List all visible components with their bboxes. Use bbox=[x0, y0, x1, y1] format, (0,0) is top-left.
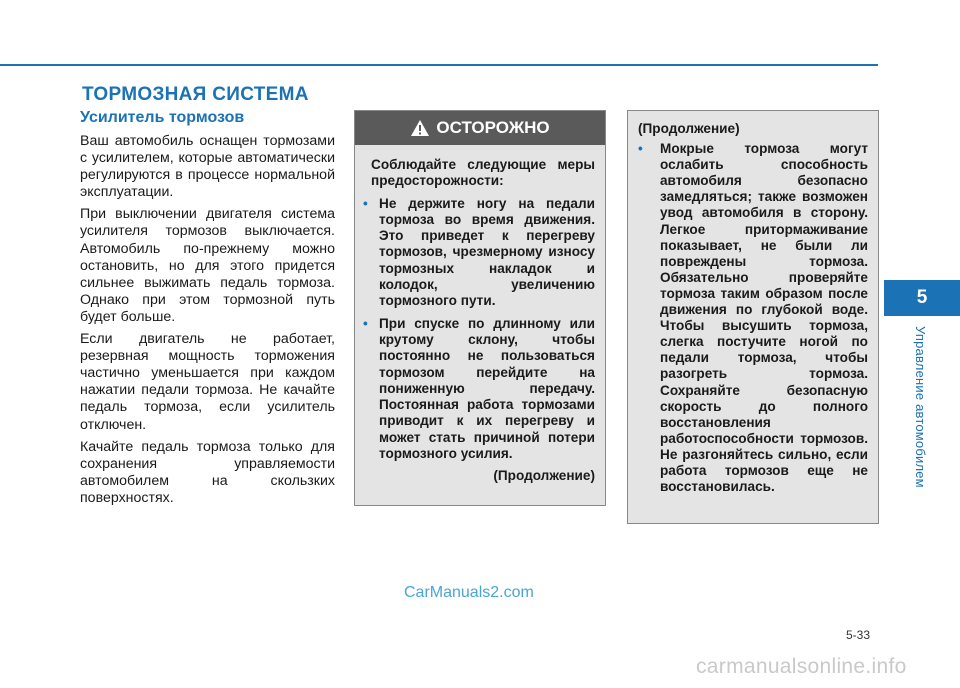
chapter-side-label: Управление автомобилем bbox=[913, 326, 928, 488]
watermark-link[interactable]: CarManuals2.com bbox=[404, 584, 534, 601]
continuation-item-text: Мокрые тормоза могут ослабить способность автомобиля безопасно замедляться; также возможен увод автомобиля в сторону. Легкое притормаживание показывает, не были ли повреждены тормоза. Обязательно проверяйте тормоза таким образом после движения по глубокой воде. Чтобы высушить тормоза, слегка постучите ногой по педали тормоза, чтобы разогреть тормоза. Сохраняйте безопасную скорость до полного восстановления работоспособности тормозов. Не разгоняйтесь сильно, если работа тормозов еще не восстановилась. bbox=[660, 141, 868, 495]
warning-item-text: Не держите ногу на педали тормоза во время движения. Это приведет к перегреву тормозов, чрезмерному износу тормозных накладок и колодок, увеличению тормозного пути. bbox=[379, 195, 595, 309]
body-paragraph: Ваш автомобиль оснащен тормозами с усилителем, которые автоматически регулируются в процессе нормальной эксплуатации. bbox=[80, 133, 335, 201]
chapter-tab: 5 bbox=[884, 280, 960, 316]
continuation-header: (Продолжение) bbox=[638, 121, 740, 136]
continuation-box bbox=[627, 110, 879, 524]
warning-intro: Соблюдайте следующие меры предосторожности: bbox=[371, 157, 595, 189]
warning-item bbox=[363, 195, 595, 310]
bullet-dot-icon: • bbox=[363, 195, 368, 211]
body-paragraph: Качайте педаль тормоза только для сохранения управляемости автомобилем на скользких поверхностях. bbox=[80, 438, 335, 506]
page-number: 5-33 bbox=[846, 628, 871, 642]
top-rule bbox=[0, 64, 878, 66]
section-title: ТОРМОЗНАЯ СИСТЕМА bbox=[82, 84, 309, 105]
warning-header bbox=[355, 111, 605, 145]
continuation-item bbox=[638, 141, 868, 495]
warning-continued: (Продолжение) bbox=[493, 468, 595, 484]
warning-box bbox=[354, 110, 606, 506]
bullet-dot-icon: • bbox=[363, 315, 368, 331]
footer-watermark: carmanualsonline.info bbox=[696, 655, 907, 678]
warning-body bbox=[355, 145, 605, 485]
warning-item-text: При спуске по длинному или крутому склону, чтобы постоянно не пользоваться тормозом перейдите на пониженную передачу. Постоянная работа тормозами приводит к их перегреву и может стать причиной потери тормозного усилия. bbox=[379, 315, 595, 462]
bullet-dot-icon: • bbox=[638, 141, 643, 157]
warning-header-label: ОСТОРОЖНО bbox=[436, 118, 550, 137]
warning-triangle-icon bbox=[410, 119, 430, 137]
warning-item bbox=[363, 315, 595, 463]
subsection-title: Усилитель тормозов bbox=[80, 109, 245, 126]
body-paragraph: Если двигатель не работает, резервная мощность торможения частично уменьшается при каждом нажатии педали тормоза. Не качайте педаль тормоза, если усилитель отключен. bbox=[80, 331, 335, 433]
body-paragraph: При выключении двигателя система усилителя тормозов выключается. Автомобиль по-прежнему можно остановить, но для этого придется сильнее выжимать педаль тормоза. Однако при этом тормозной путь будет больше. bbox=[80, 206, 335, 325]
body-text-column bbox=[80, 133, 335, 512]
